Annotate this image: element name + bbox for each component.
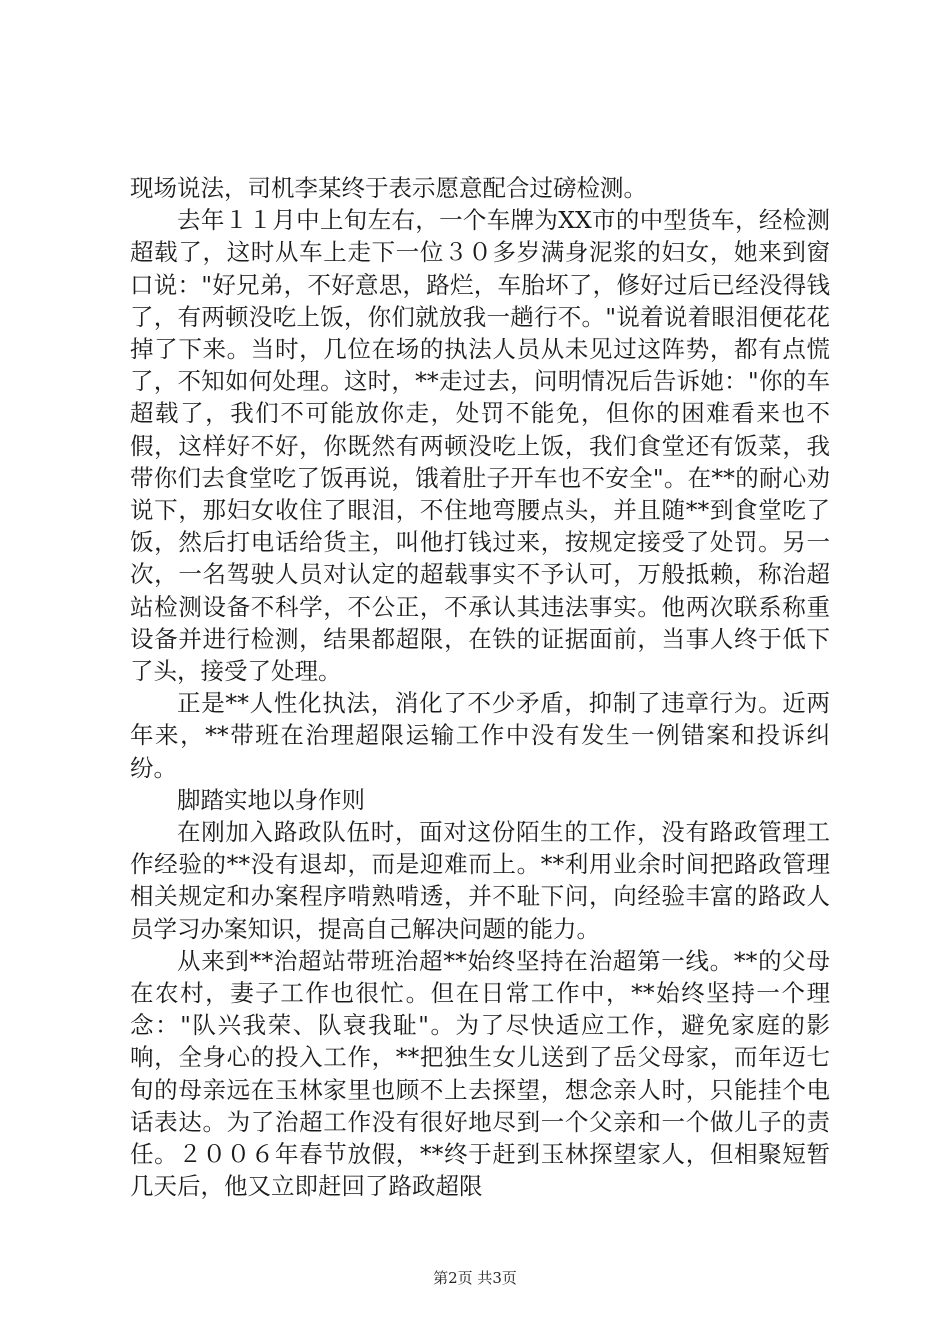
paragraph: 从来到**治超站带班治超**始终坚持在治超第一线。**的父母在农村，妻子工作也很忙。但在日常工作中，**始终坚持一个理念："队兴我荣、队衰我耻"。为了尽快适应工作，避免家庭的影响，全身心的投入工作，**把独生女儿送到了岳父母家，而年迈七旬的母亲远在玉林家里也顾不上去探望，想念亲人时，只能挂个电话表达。为了治超工作没有很好地尽到一个父亲和一个做儿子的责任。２００６年春节放假，**终于赶到玉林探望家人，但相聚短暂几天后，他又立即赶回了路政超限 (130, 946, 830, 1201)
page-number-footer: 第2页 共3页 (433, 1269, 517, 1287)
paragraph: 正是**人性化执法，消化了不少矛盾，抑制了违章行为。近两年来，**带班在治理超限运输工作中没有发生一例错案和投诉纠纷。 (130, 689, 830, 782)
paragraph: 在刚加入路政队伍时，面对这份陌生的工作，没有路政管理工作经验的**没有退却，而是迎难而上。**利用业余时间把路政管理相关规定和办案程序啃熟啃透，并不耻下问，向经验丰富的路政人员学习办案知识，提高自己解决问题的能力。 (130, 818, 830, 943)
section-heading: 脚踏实地以身作则 (177, 785, 365, 814)
paragraph: 现场说法，司机李某终于表示愿意配合过磅检测。 (130, 174, 647, 202)
paragraph: 去年１１月中上旬左右，一个车牌为XX市的中型货车，经检测超载了，这时从车上走下一位３０多岁满身泥浆的妇女，她来到窗口说："好兄弟，不好意思，路烂，车胎坏了，修好过后已经没得钱了，有两顿没吃上饭，你们就放我一趟行不。"说着说着眼泪便花花掉了下来。当时，几位在场的执法人员从未见过这阵势，都有点慌了，不知如何处理。这时，**走过去，问明情况后告诉她："你的车超载了，我们不可能放你走，处罚不能免，但你的困难看来也不假，这样好不好，你既然有两顿没吃上饭，我们食堂还有饭菜，我带你们去食堂吃了饭再说，饿着肚子开车也不安全"。在**的耐心劝说下，那妇女收住了眼泪，不住地弯腰点头，并且随**到食堂吃了饭，然后打电话给货主，叫他打钱过来，按规定接受了处罚。另一次，一名驾驶人员对认定的超载事实不予认可，万般抵赖，称治超站检测设备不科学，不公正，不承认其违法事实。他两次联系称重设备并进行检测，结果都超限，在铁的证据面前，当事人终于低下了头，接受了处理。 (130, 206, 830, 686)
body-text (130, 172, 830, 1203)
